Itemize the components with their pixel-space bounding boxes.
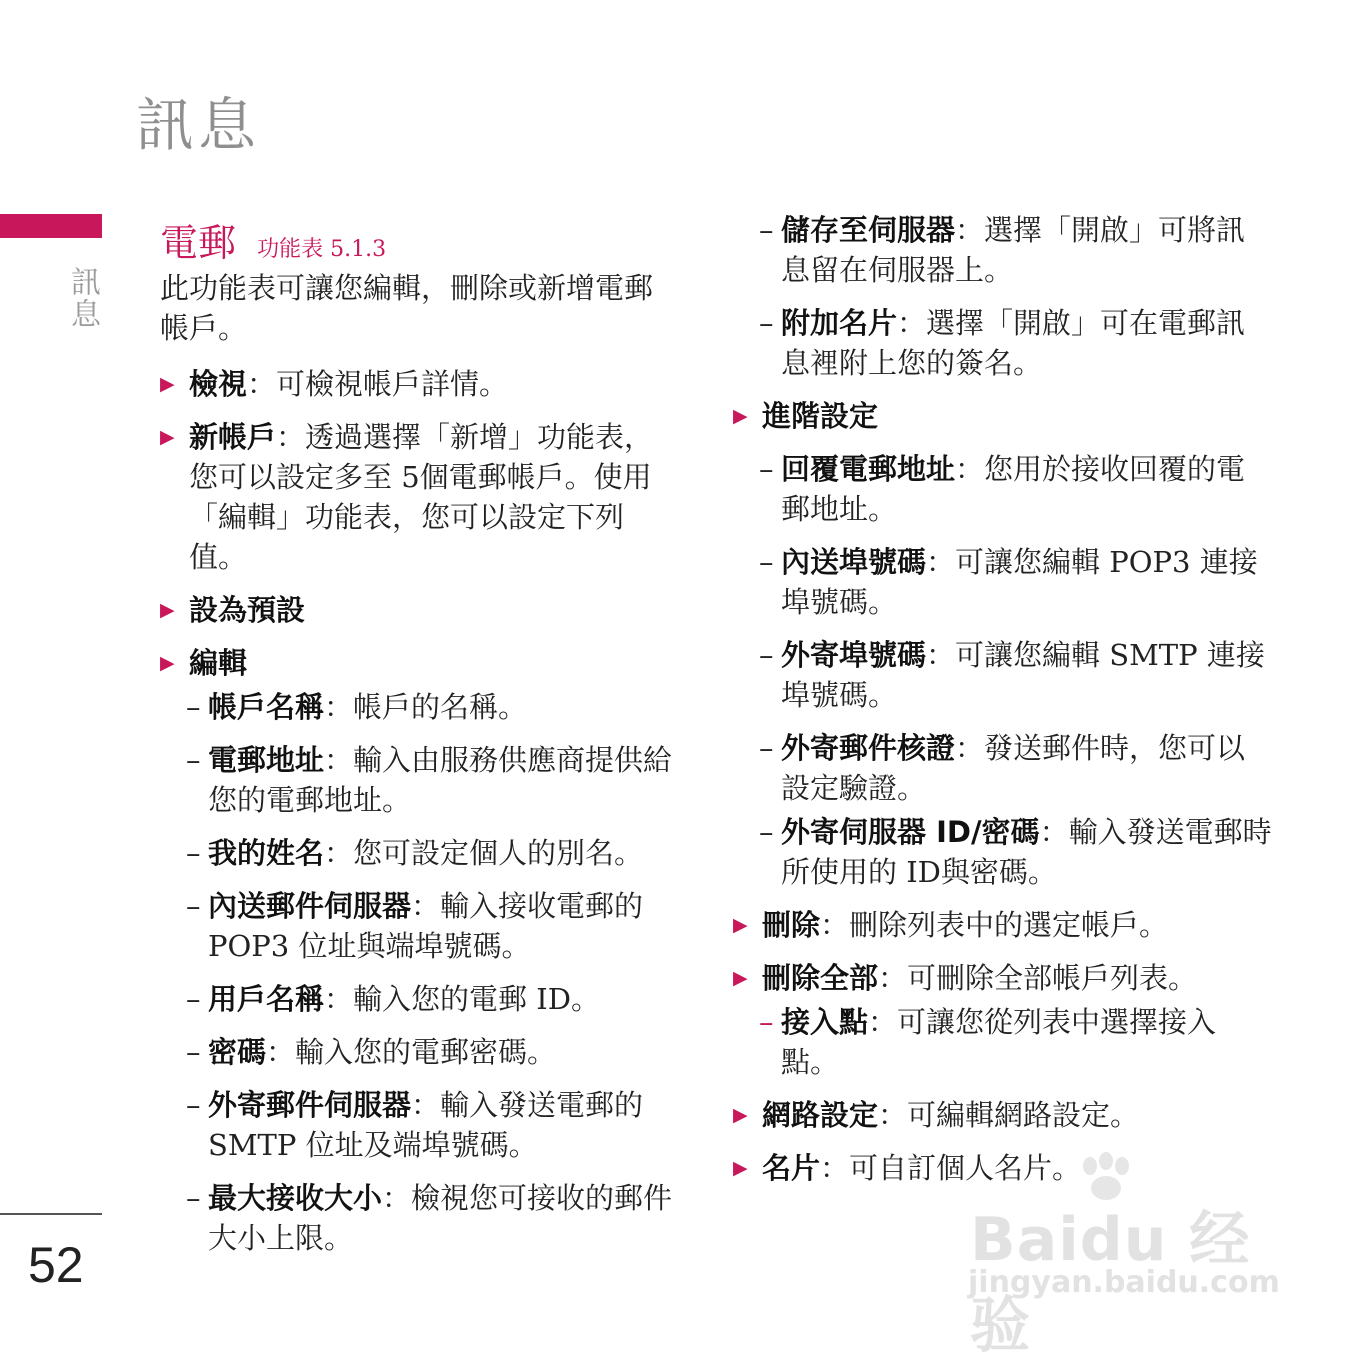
item-label: 電郵地址	[208, 743, 325, 777]
sub-incoming-server	[186, 886, 680, 966]
bullet-arrow-icon: ▶	[733, 1157, 748, 1179]
sub-outgoing-server	[186, 1085, 680, 1165]
sub-max-receive	[186, 1178, 680, 1258]
item-label: 新帳戶	[189, 420, 277, 454]
bullet-arrow-icon: ▶	[160, 599, 175, 621]
bullet-arrow-icon: ▶	[160, 652, 175, 674]
item-label: 用戶名稱	[208, 982, 325, 1016]
item-sep: ：	[878, 961, 908, 995]
item-label: 密碼	[208, 1035, 267, 1069]
item-text: 您可設定個人的別名。	[353, 836, 644, 870]
item-label: 外寄伺服器 ID/密碼	[781, 815, 1040, 849]
dash-marker: –	[759, 545, 774, 579]
item-label: 外寄郵件核證	[781, 731, 956, 765]
item-label: 帳戶名稱	[208, 690, 325, 724]
sub-account-name	[186, 687, 680, 727]
item-sep: ：	[955, 731, 985, 765]
dash-marker: –	[186, 982, 201, 1016]
item-label: 刪除全部	[762, 961, 879, 995]
bullet-advanced	[733, 396, 1273, 436]
item-text: 可自訂個人名片。	[849, 1151, 1082, 1185]
item-sep: ：	[411, 1088, 441, 1122]
bullet-arrow-icon: ▶	[160, 373, 175, 395]
item-text: 選擇「開啟」可將訊息留在伺服器上。	[781, 213, 1246, 287]
item-text: 輸入發送電郵時所使用的 ID與密碼。	[781, 815, 1272, 889]
left-column	[160, 268, 680, 1271]
item-label: 刪除	[762, 908, 821, 942]
sub-save-to-server	[759, 210, 1273, 290]
item-sep: ：	[820, 908, 850, 942]
item-text: 發送郵件時，您可以設定驗證。	[781, 731, 1246, 805]
item-text: 刪除列表中的選定帳戶。	[849, 908, 1169, 942]
bullet-new-account	[160, 417, 680, 577]
sub-attach-card	[759, 303, 1273, 383]
item-text: 帳戶的名稱。	[353, 690, 528, 724]
dash-marker: –	[759, 638, 774, 672]
item-text: 可讓您編輯 SMTP 連接埠號碼。	[781, 638, 1265, 712]
item-label: 我的姓名	[208, 836, 325, 870]
baidu-watermark	[962, 1150, 1282, 1361]
footer-rule	[0, 1213, 102, 1215]
item-sep: ：	[955, 213, 985, 247]
dash-marker: –	[759, 815, 774, 849]
item-label: 外寄埠號碼	[781, 638, 927, 672]
item-text: 可讓您從列表中選擇接入點。	[781, 1005, 1217, 1079]
bullet-arrow-icon: ▶	[733, 405, 748, 427]
chapter-title: 訊息	[136, 91, 261, 159]
item-label: 最大接收大小	[208, 1181, 383, 1215]
right-column	[733, 210, 1273, 1201]
item-sep: ：	[266, 1035, 296, 1069]
bullet-set-default	[160, 590, 680, 630]
dash-marker: –	[186, 1088, 201, 1122]
item-sep: ：	[878, 1098, 908, 1132]
item-label: 內送埠號碼	[781, 545, 927, 579]
item-text: 可編輯網路設定。	[907, 1098, 1140, 1132]
dash-marker: –	[759, 731, 774, 765]
item-label: 回覆電郵地址	[781, 452, 956, 486]
item-label: 內送郵件伺服器	[208, 889, 412, 923]
sub-incoming-port	[759, 542, 1273, 622]
item-sep: ：	[926, 638, 956, 672]
sub-reply-address	[759, 449, 1273, 529]
item-sep: ：	[1039, 815, 1069, 849]
bullet-edit	[160, 643, 680, 683]
item-sep: ：	[820, 1151, 850, 1185]
item-text: 透過選擇「新增」功能表，您可以設定多至 5個電郵帳戶。使用「編輯」功能表，您可以設定下列值。	[189, 420, 654, 574]
item-sep: ：	[382, 1181, 412, 1215]
bullet-view	[160, 364, 680, 404]
bullet-network-settings	[733, 1095, 1273, 1135]
item-text: 可刪除全部帳戶列表。	[907, 961, 1198, 995]
item-text: 輸入發送電郵的 SMTP 位址及端埠號碼。	[208, 1088, 644, 1162]
item-text: 檢視您可接收的郵件大小上限。	[208, 1181, 673, 1255]
item-label: 接入點	[781, 1005, 869, 1039]
item-label: 附加名片	[781, 306, 898, 340]
chapter-tab-bar	[0, 214, 102, 238]
item-sep: ：	[926, 545, 956, 579]
item-text: 可檢視帳戶詳情。	[276, 367, 509, 401]
item-sep: ：	[411, 889, 441, 923]
section-menu-ref: 功能表 5.1.3	[257, 237, 387, 262]
sub-access-point	[759, 1002, 1273, 1082]
item-sep: ：	[955, 452, 985, 486]
item-sep: ：	[868, 1005, 898, 1039]
bullet-arrow-icon: ▶	[733, 967, 748, 989]
item-sep: ：	[324, 982, 354, 1016]
item-label: 儲存至伺服器	[781, 213, 956, 247]
item-label: 設為預設	[189, 593, 306, 627]
bullet-arrow-icon: ▶	[733, 1104, 748, 1126]
section-heading	[160, 212, 386, 267]
item-sep: ：	[897, 306, 927, 340]
page-number: 52	[28, 1237, 84, 1293]
sub-username	[186, 979, 680, 1019]
item-sep: ：	[324, 836, 354, 870]
sub-outgoing-auth	[759, 728, 1273, 808]
item-text: 輸入由服務供應商提供給您的電郵地址。	[208, 743, 673, 817]
sub-my-name	[186, 833, 680, 873]
item-sep: ：	[276, 420, 306, 454]
item-sep: ：	[324, 743, 354, 777]
dash-marker: –	[186, 1035, 201, 1069]
side-chapter-label: 訊息	[65, 266, 100, 330]
intro-paragraph: 此功能表可讓您編輯，刪除或新增電郵帳戶。	[160, 271, 654, 345]
section-title: 電郵	[160, 221, 237, 265]
item-label: 檢視	[189, 367, 248, 401]
dash-marker: –	[186, 1181, 201, 1215]
dash-marker: –	[186, 743, 201, 777]
sub-email-address	[186, 740, 680, 820]
item-label: 進階設定	[762, 399, 879, 433]
dash-marker: –	[759, 213, 774, 247]
bullet-arrow-icon: ▶	[733, 914, 748, 936]
sub-outgoing-id-password	[759, 812, 1273, 892]
item-text: 輸入您的電郵密碼。	[295, 1035, 557, 1069]
item-label: 名片	[762, 1151, 821, 1185]
sub-outgoing-port	[759, 635, 1273, 715]
dash-marker: –	[759, 1005, 774, 1039]
dash-marker: –	[186, 690, 201, 724]
item-label: 網路設定	[762, 1098, 879, 1132]
dash-marker: –	[759, 452, 774, 486]
bullet-delete-all	[733, 958, 1273, 998]
watermark-url: jingyan.baidu.com	[968, 1265, 1280, 1300]
dash-marker: –	[186, 836, 201, 870]
item-text: 輸入接收電郵的 POP3 位址與端埠號碼。	[208, 889, 644, 963]
item-label: 外寄郵件伺服器	[208, 1088, 412, 1122]
dash-marker: –	[759, 306, 774, 340]
item-sep: ：	[247, 367, 277, 401]
item-text: 選擇「開啟」可在電郵訊息裡附上您的簽名。	[781, 306, 1246, 380]
bullet-delete	[733, 905, 1273, 945]
item-label: 編輯	[189, 646, 248, 680]
item-text: 您用於接收回覆的電郵地址。	[781, 452, 1246, 526]
watermark-brand: Baidu 经验	[970, 1205, 1251, 1361]
item-text: 可讓您編輯 POP3 連接埠號碼。	[781, 545, 1258, 619]
dash-marker: –	[186, 889, 201, 923]
bullet-arrow-icon: ▶	[160, 426, 175, 448]
item-sep: ：	[324, 690, 354, 724]
sub-password	[186, 1032, 680, 1072]
item-text: 輸入您的電郵 ID。	[353, 982, 600, 1016]
